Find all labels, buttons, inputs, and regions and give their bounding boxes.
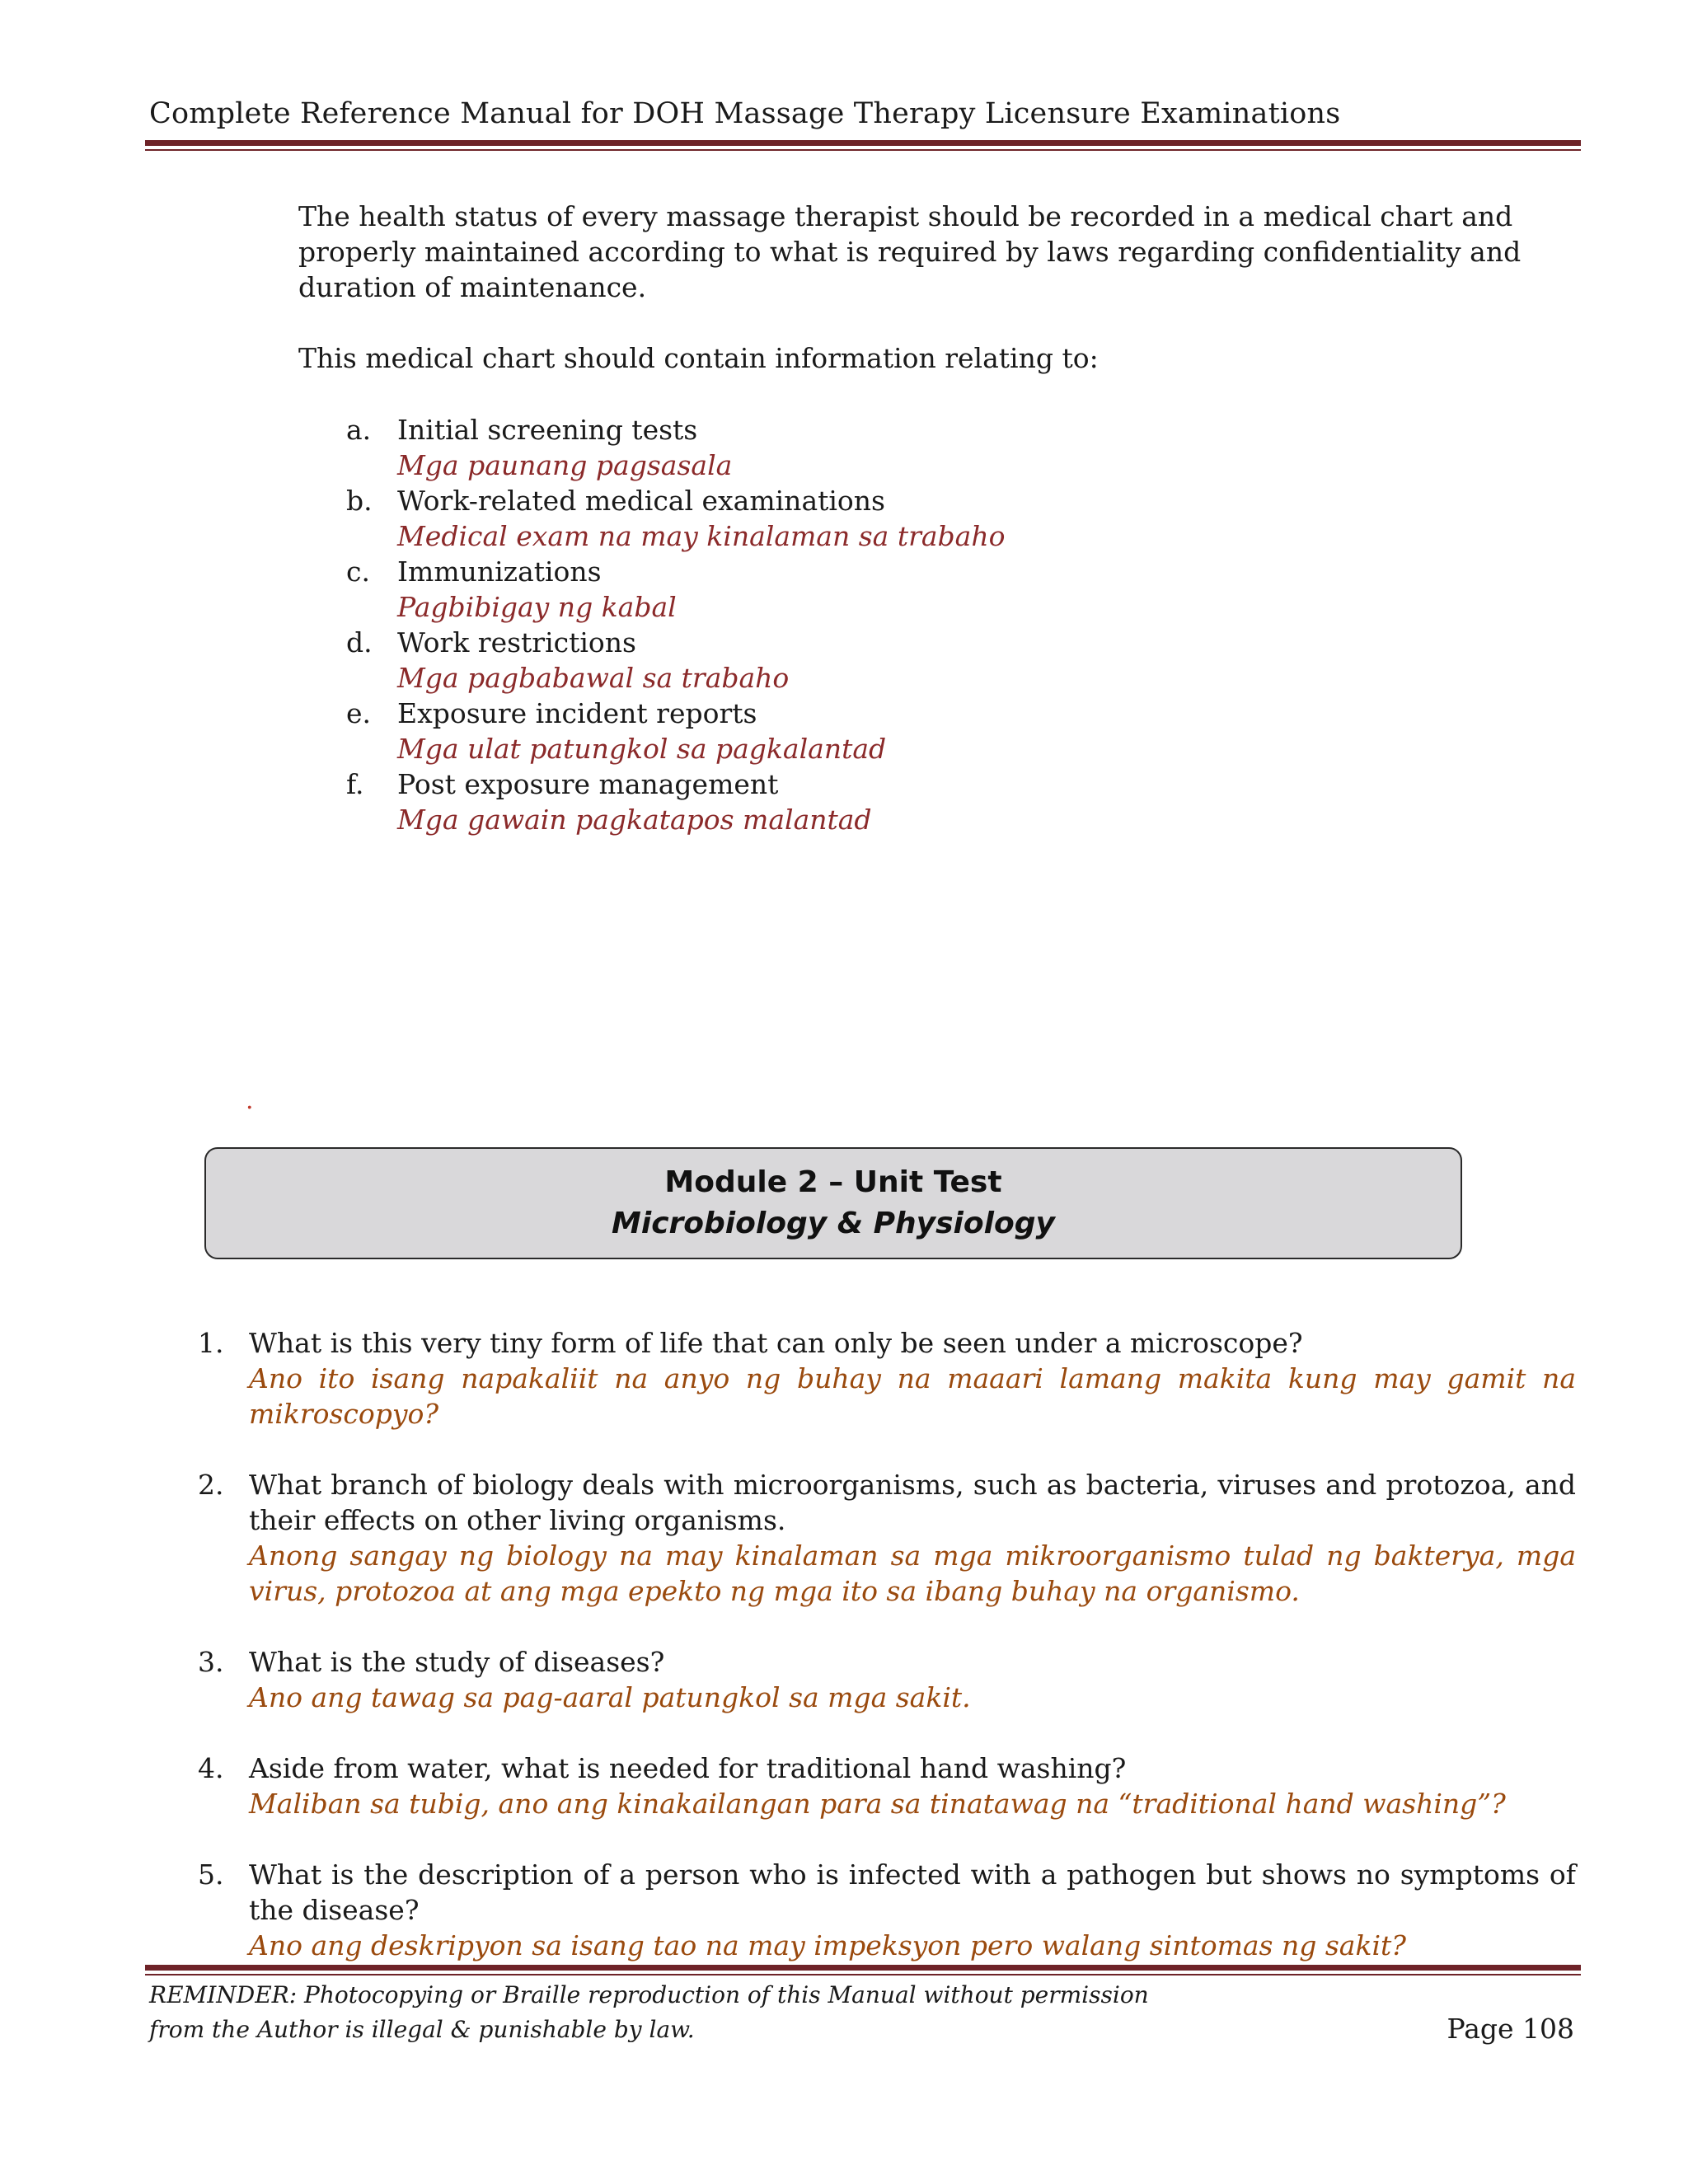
question-number: 3. — [198, 1646, 224, 1678]
question-item — [198, 1857, 1576, 1963]
footer-rule-thick — [145, 1965, 1581, 1971]
question-english: What is the study of diseases? — [249, 1646, 665, 1678]
stray-dot: . — [246, 1086, 254, 1115]
medical-chart-list — [346, 412, 1500, 837]
footer-rule-thin — [145, 1974, 1581, 1975]
question-english: Aside from water, what is needed for traditional hand washing? — [249, 1752, 1127, 1784]
list-item-tagalog: Mga ulat patungkol sa pagkalantad — [397, 733, 887, 765]
list-item — [346, 625, 1500, 696]
question-english: What is the description of a person who is infected with a pathogen but shows no symptoms of the disease? — [249, 1858, 1576, 1926]
list-item — [346, 554, 1500, 625]
list-item-tagalog: Mga paunang pagsasala — [397, 449, 733, 481]
question-number: 2. — [198, 1469, 224, 1501]
question-number: 4. — [198, 1752, 224, 1784]
footer-reminder — [149, 1978, 1149, 2047]
page-number: Page 108 — [1447, 2013, 1574, 2045]
footer-reminder-line2: from the Author is illegal & punishable by law. — [149, 2016, 695, 2043]
list-item — [346, 696, 1500, 766]
question-number: 1. — [198, 1327, 224, 1359]
list-item-english: Initial screening tests — [397, 414, 698, 446]
list-item-english: Immunizations — [397, 555, 602, 588]
list-item — [346, 766, 1500, 837]
intro-lead: This medical chart should contain information relating to: — [298, 342, 1099, 374]
question-english: What is this very tiny form of life that can only be seen under a microscope? — [249, 1327, 1303, 1359]
question-tagalog: Anong sangay ng biology na may kinalaman sa mga mikroorganismo tulad ng bakterya, mga virus, protozoa at ang mga epekto ng mga ito sa ibang buhay na organismo. — [249, 1540, 1576, 1607]
list-letter: c. — [346, 555, 370, 588]
question-tagalog: Ano ito isang napakaliit na anyo ng buhay na maaari lamang makita kung may gamit na mikroscopyo? — [249, 1362, 1576, 1430]
list-item-tagalog: Mga gawain pagkatapos malantad — [397, 804, 872, 836]
question-tagalog: Ano ang deskripyon sa isang tao na may impeksyon pero walang sintomas ng sakit? — [249, 1929, 1406, 1961]
footer-reminder-line1: REMINDER: Photocopying or Braille reproduction of this Manual without permission — [149, 1981, 1149, 2008]
list-item-english: Work-related medical examinations — [397, 485, 885, 517]
list-item-tagalog: Pagbibigay ng kabal — [397, 591, 677, 623]
intro-paragraph: The health status of every massage therapist should be recorded in a medical chart and properly maintained according to what is required by laws regarding confidentiality and duration of maintenance. — [298, 200, 1522, 303]
list-item-tagalog: Medical exam na may kinalaman sa trabaho — [397, 520, 1006, 552]
question-item — [198, 1467, 1576, 1609]
question-english: What branch of biology deals with microorganisms, such as bacteria, viruses and protozoa, and their effects on other living organisms. — [249, 1469, 1576, 1536]
list-item-english: Post exposure management — [397, 768, 779, 800]
list-item-english: Work restrictions — [397, 626, 636, 658]
list-item-tagalog: Mga pagbabawal sa trabaho — [397, 662, 790, 694]
list-item — [346, 483, 1500, 554]
question-item — [198, 1325, 1576, 1432]
header-rule-thick — [145, 140, 1581, 146]
list-letter: e. — [346, 697, 372, 729]
question-tagalog: Ano ang tawag sa pag-aaral patungkol sa mga sakit. — [249, 1681, 971, 1713]
list-item-english: Exposure incident reports — [397, 697, 757, 729]
list-letter: d. — [346, 626, 373, 658]
question-item — [198, 1644, 1576, 1715]
question-list — [198, 1325, 1576, 1999]
question-item — [198, 1750, 1576, 1821]
header-rule-thin — [145, 149, 1581, 151]
module-title: Module 2 – Unit Test — [664, 1165, 1002, 1199]
list-letter: a. — [346, 414, 372, 446]
question-number: 5. — [198, 1858, 224, 1891]
list-letter: f. — [346, 768, 364, 800]
list-letter: b. — [346, 485, 373, 517]
question-tagalog: Maliban sa tubig, ano ang kinakailangan para sa tinatawag na “traditional hand washing”? — [249, 1788, 1506, 1820]
header-title: Complete Reference Manual for DOH Massage Therapy Licensure Examinations — [149, 97, 1341, 130]
module-subtitle: Microbiology & Physiology — [612, 1207, 1055, 1240]
list-item — [346, 412, 1500, 483]
module-heading-box — [204, 1147, 1462, 1259]
